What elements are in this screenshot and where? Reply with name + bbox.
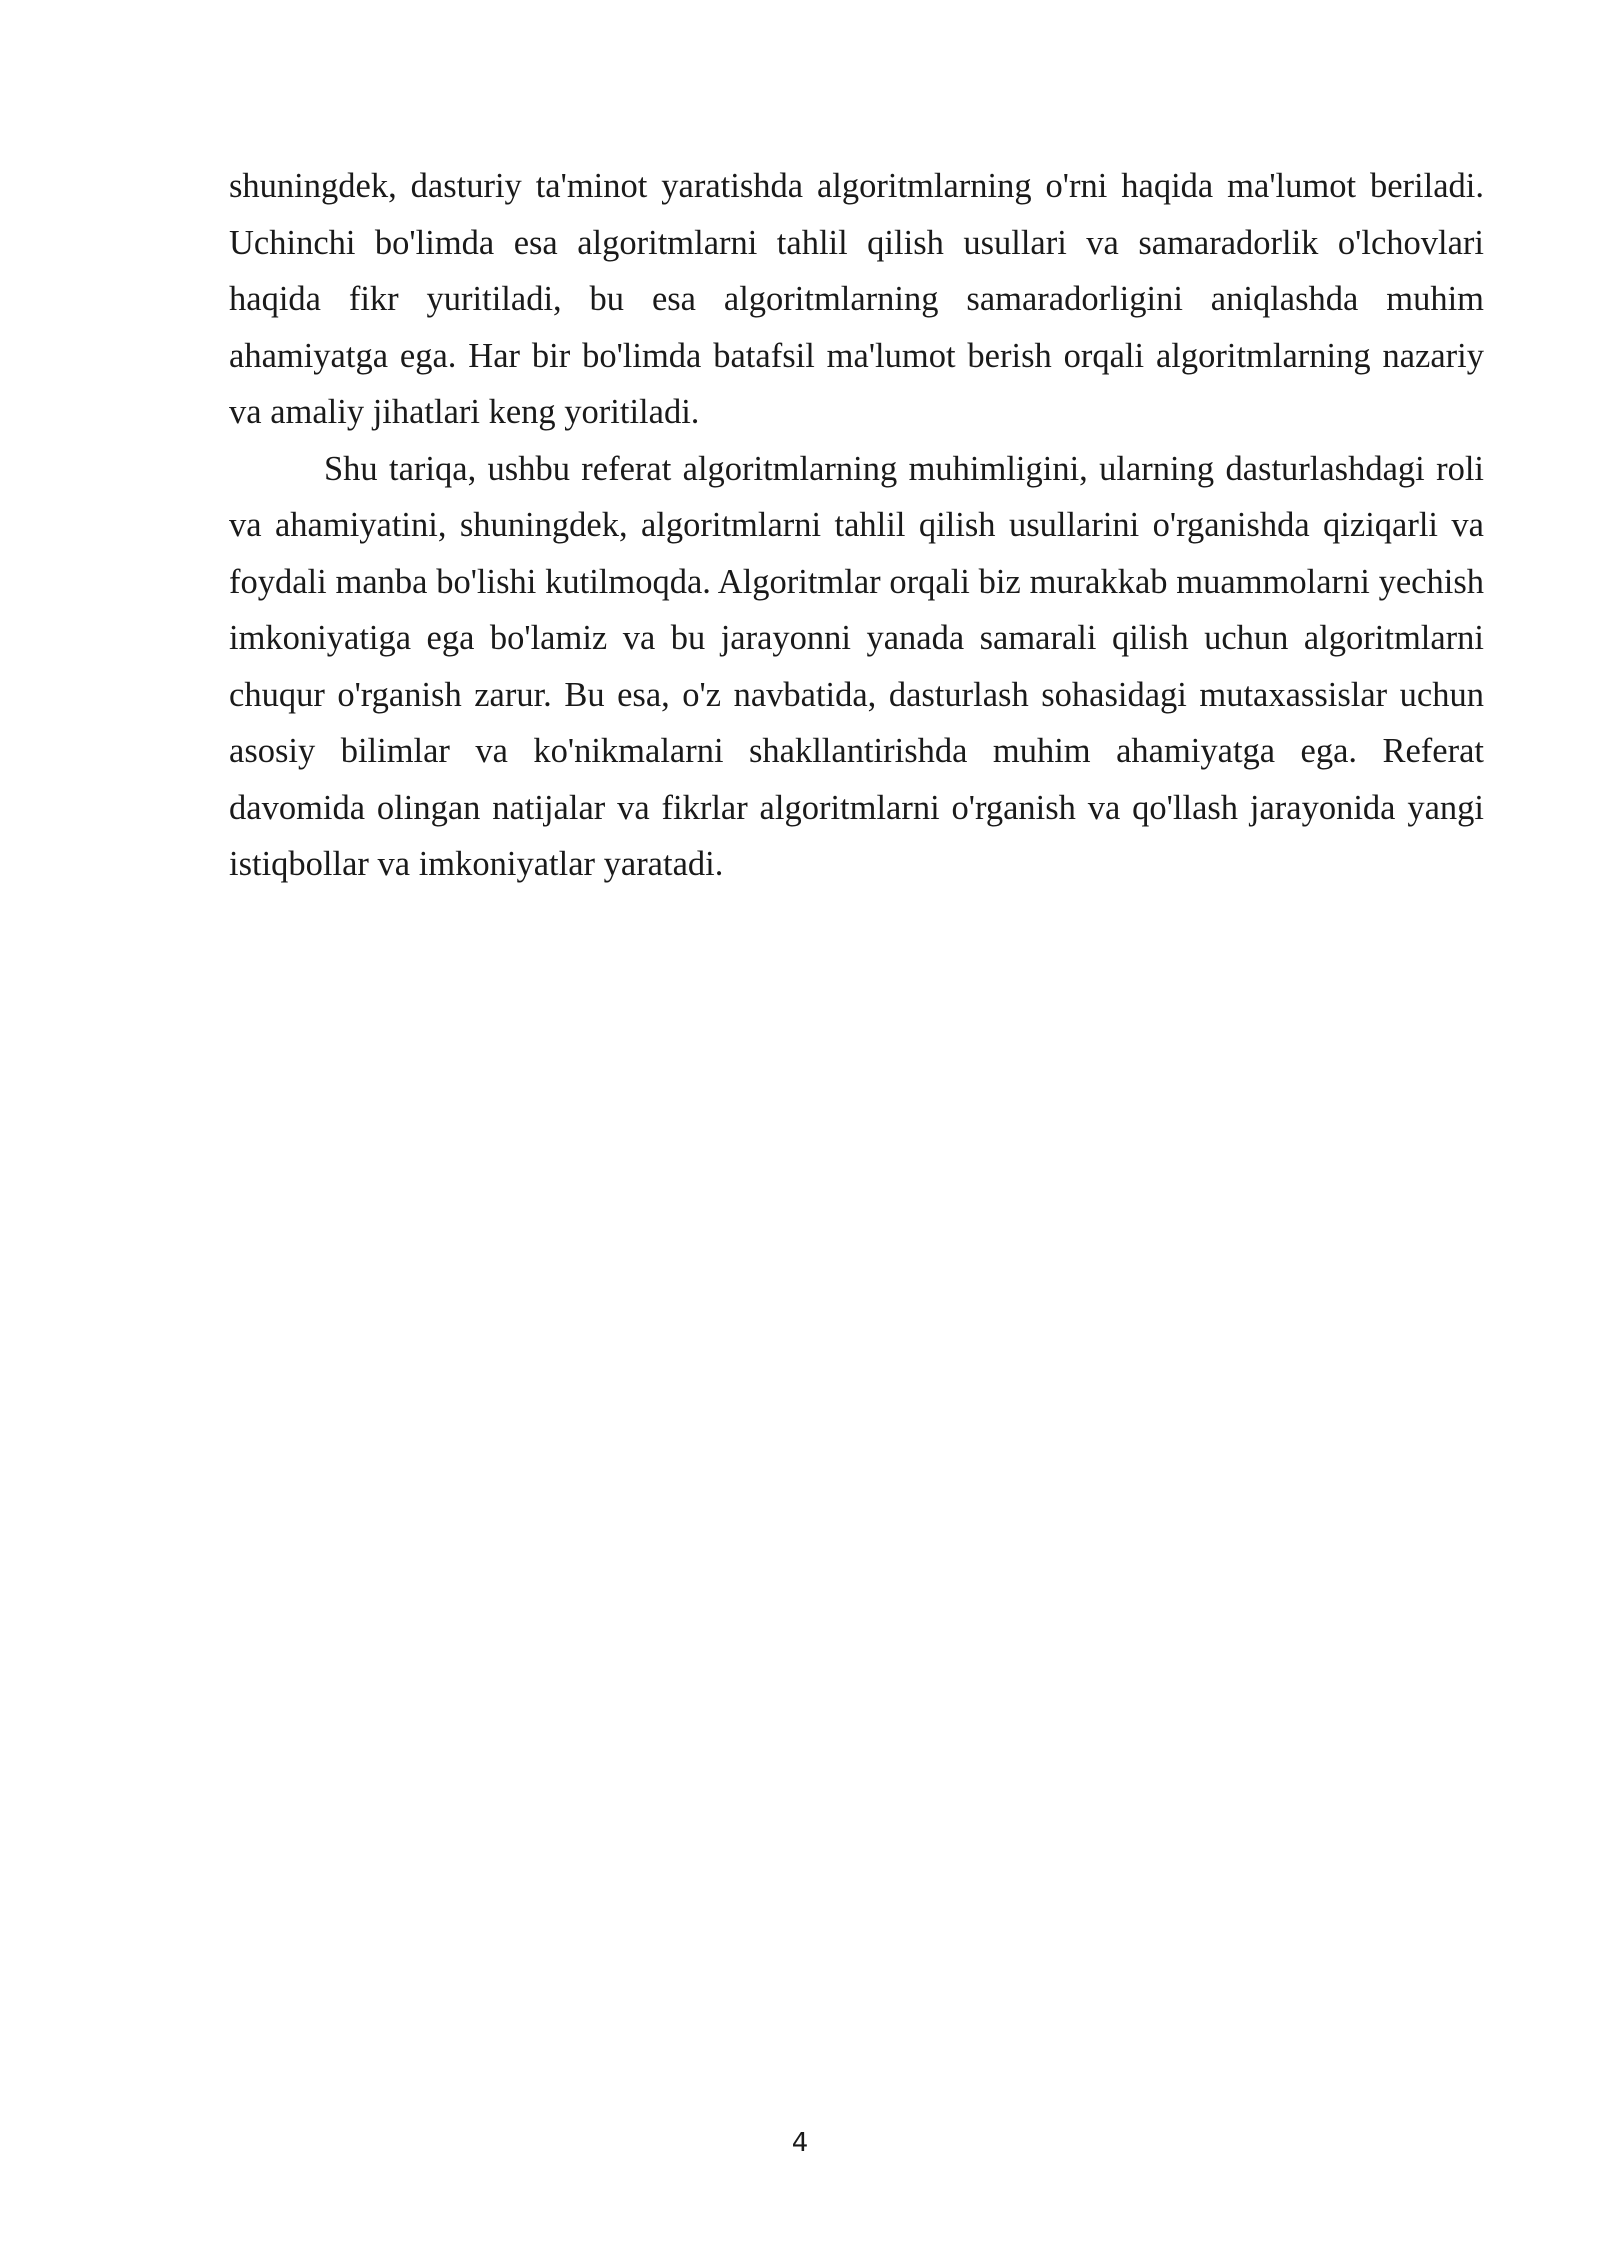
body-text xyxy=(229,158,1484,893)
paragraph-conclusion: Shu tariqa, ushbu referat algoritmlarning muhimligini, ularning dasturlashdagi roli va ahamiyatini, shuningdek, algoritmlarni tahlil qilish usullarini o'rganishda qiziqarli va foydali manba bo'lishi kutilmoqda. Algoritmlar orqali biz murakkab muammolarni yechish imkoniyatiga ega bo'lamiz va bu jarayonni yanada samarali qilish uchun algoritmlarni chuqur o'rganish zarur. Bu esa, o'z navbatida, dasturlash sohasidagi mutaxassislar uchun asosiy bilimlar va ko'nikmalarni shakllantirishda muhim ahamiyatga ega. Referat davomida olingan natijalar va fikrlar algoritmlarni o'rganish va qo'llash jarayonida yangi istiqbollar va imkoniyatlar yaratadi. xyxy=(229,449,1484,883)
paragraph-continuation: shuningdek, dasturiy ta'minot yaratishda algoritmlarning o'rni haqida ma'lumot beriladi. Uchinchi bo'limda esa algoritmlarni tahlil qilish usullari va samaradorlik o'lchovlari haqida fikr yuritiladi, bu esa algoritmlarning samaradorligini aniqlashda muhim ahamiyatga ega. Har bir bo'limda batafsil ma'lumot berish orqali algoritmlarning nazariy va amaliy jihatlari keng yoritiladi. xyxy=(229,167,1484,431)
page-number: 4 xyxy=(791,2128,809,2158)
